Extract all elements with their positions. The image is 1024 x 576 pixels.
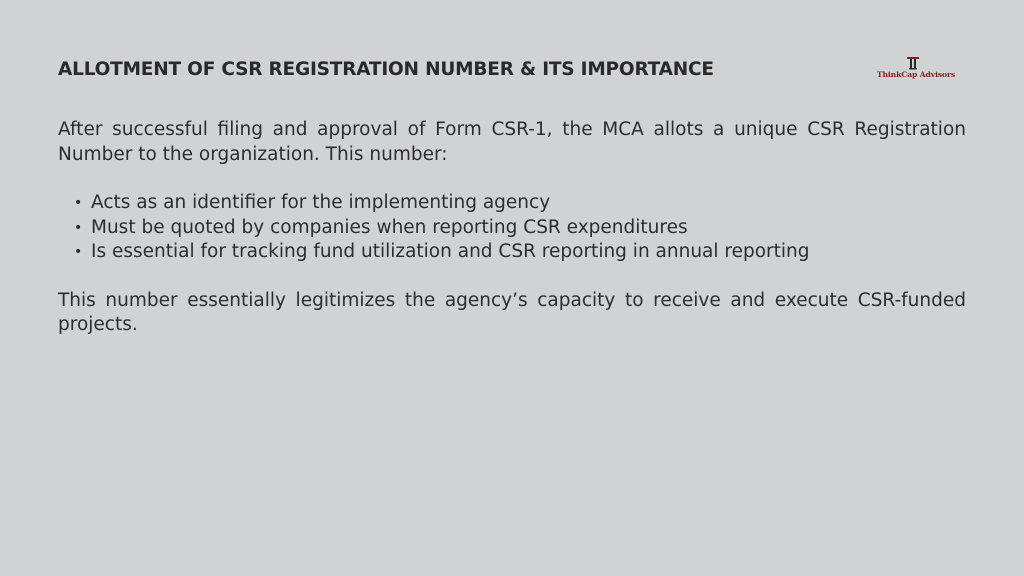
bullet-list	[58, 191, 966, 265]
tc-monogram-icon	[906, 56, 920, 70]
slide-body	[58, 118, 966, 338]
list-item: • Must be quoted by companies when reporting CSR expenditures	[74, 216, 966, 241]
list-item: • Is essential for tracking fund utilization and CSR reporting in annual reporting	[74, 240, 966, 265]
intro-paragraph: After successful filing and approval of Form CSR-1, the MCA allots a unique CSR Registration Number to the organization. This number:	[58, 119, 966, 165]
page-title: ALLOTMENT OF CSR REGISTRATION NUMBER & ITS IMPORTANCE	[58, 59, 714, 80]
conclusion-paragraph: This number essentially legitimizes the agency’s capacity to receive and execute CSR-funded projects.	[58, 289, 966, 335]
list-item: • Acts as an identifier for the implementing agency	[74, 191, 966, 216]
thinkcap-logo	[866, 56, 966, 82]
logo-wordmark: ThinkCap Advisors	[876, 70, 956, 79]
